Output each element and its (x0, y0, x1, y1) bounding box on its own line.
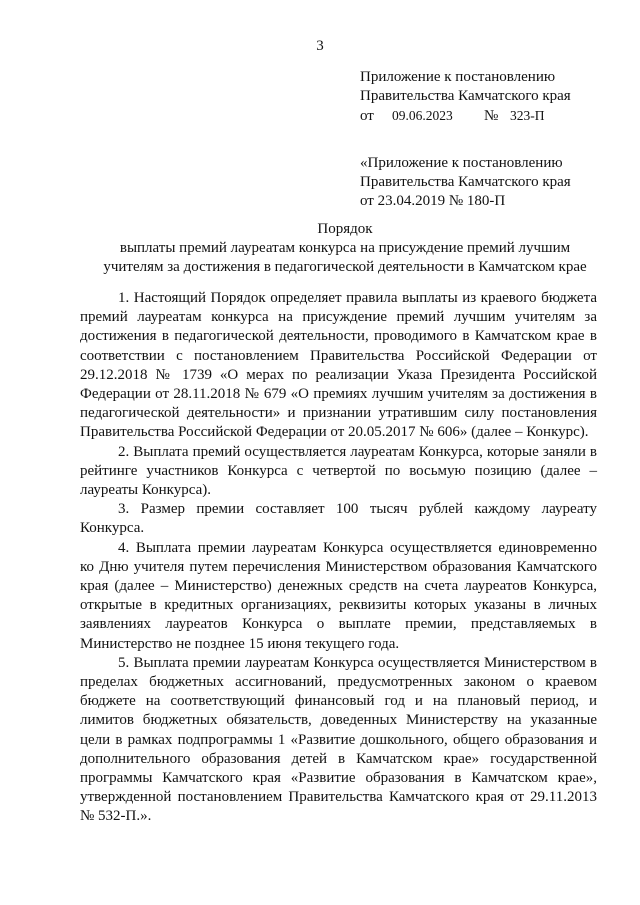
annex-new-header (360, 68, 571, 126)
title-heading: Порядок (317, 221, 373, 237)
annex-old-line2: Правительства Камчатского края (360, 174, 571, 190)
paragraph-3: 3. Размер премии составляет 100 тысяч рублей каждому лауреату Конкурса. (80, 501, 597, 537)
annex-new-date-line (360, 106, 571, 126)
title-line1: выплаты премий лауреатам конкурса на присуждение премий лучшим (119, 240, 571, 256)
annex-new-line1: Приложение к постановлению (360, 69, 556, 85)
paragraph-2: 2. Выплата премий осуществляется лауреатам Конкурса, которые заняли в рейтинге участников Конкурса с четвертой по восьмую позицию (далее – лауреаты Конкурса). (80, 443, 597, 499)
annex-new-from-label: от (360, 108, 374, 124)
annex-new-date: 09.06.2023 (392, 108, 453, 123)
document-title (80, 220, 610, 277)
annex-new-number-label: № (484, 108, 499, 124)
annex-old-line3: от 23.04.2019 № 180-П (360, 193, 506, 209)
annex-new-line2: Правительства Камчатского края (360, 88, 571, 104)
page-number: 3 (316, 38, 324, 54)
document-body (80, 289, 597, 827)
title-line2: учителям за достижения в педагогической деятельности в Камчатском крае (103, 259, 587, 275)
annex-new-number: 323-П (510, 108, 545, 123)
paragraph-5: 5. Выплата премии лауреатам Конкурса осуществляется Министерством в пределах бюджетных ассигнований, предусмотренных законом о краевом бюджете на соответствующий финансовый год и на плановый период, и лимитов бюджетных обязательств, доведенных Министерству на указанные цели в рамках подпрограммы 1 «Развитие дошкольного, общего образования и дополнительного образования детей в Камчатском крае» государственной программы Камчатского края «Развитие образования в Камчатском крае», утвержденной постановлением Правительства Камчатского края от 29.11.2013 № 532-П.». (80, 654, 597, 825)
annex-old-line1: «Приложение к постановлению (360, 155, 563, 171)
annex-old-header (360, 154, 571, 211)
paragraph-1: 1. Настоящий Порядок определяет правила выплаты из краевого бюджета премий лауреатам конкурса на присуждение премий лучшим учителям за достижения в педагогической деятельности, проводимого в Камчатском крае в соответствии с постановлением Правительства Российской Федерации от 29.12.2018 № 1739 «О мерах по реализации Указа Президента Российской Федерации от 28.11.2018 № 679 «О премиях лучшим учителям за достижения в педагогической деятельности» и признании утратившим силу постановления Правительства Российской Федерации от 20.05.2017 № 606» (далее – Конкурс). (80, 290, 597, 441)
paragraph-4: 4. Выплата премии лауреатам Конкурса осуществляется единовременно ко Дню учителя путем перечисления Министерством образования Камчатского края (далее – Министерство) денежных средств на счета лауреатов Конкурса, открытые в кредитных организациях, реквизиты которых указаны в личных заявлениях лауреатов Конкурса о выплате премии, представляемых в Министерство не позднее 15 июня текущего года. (80, 539, 597, 652)
